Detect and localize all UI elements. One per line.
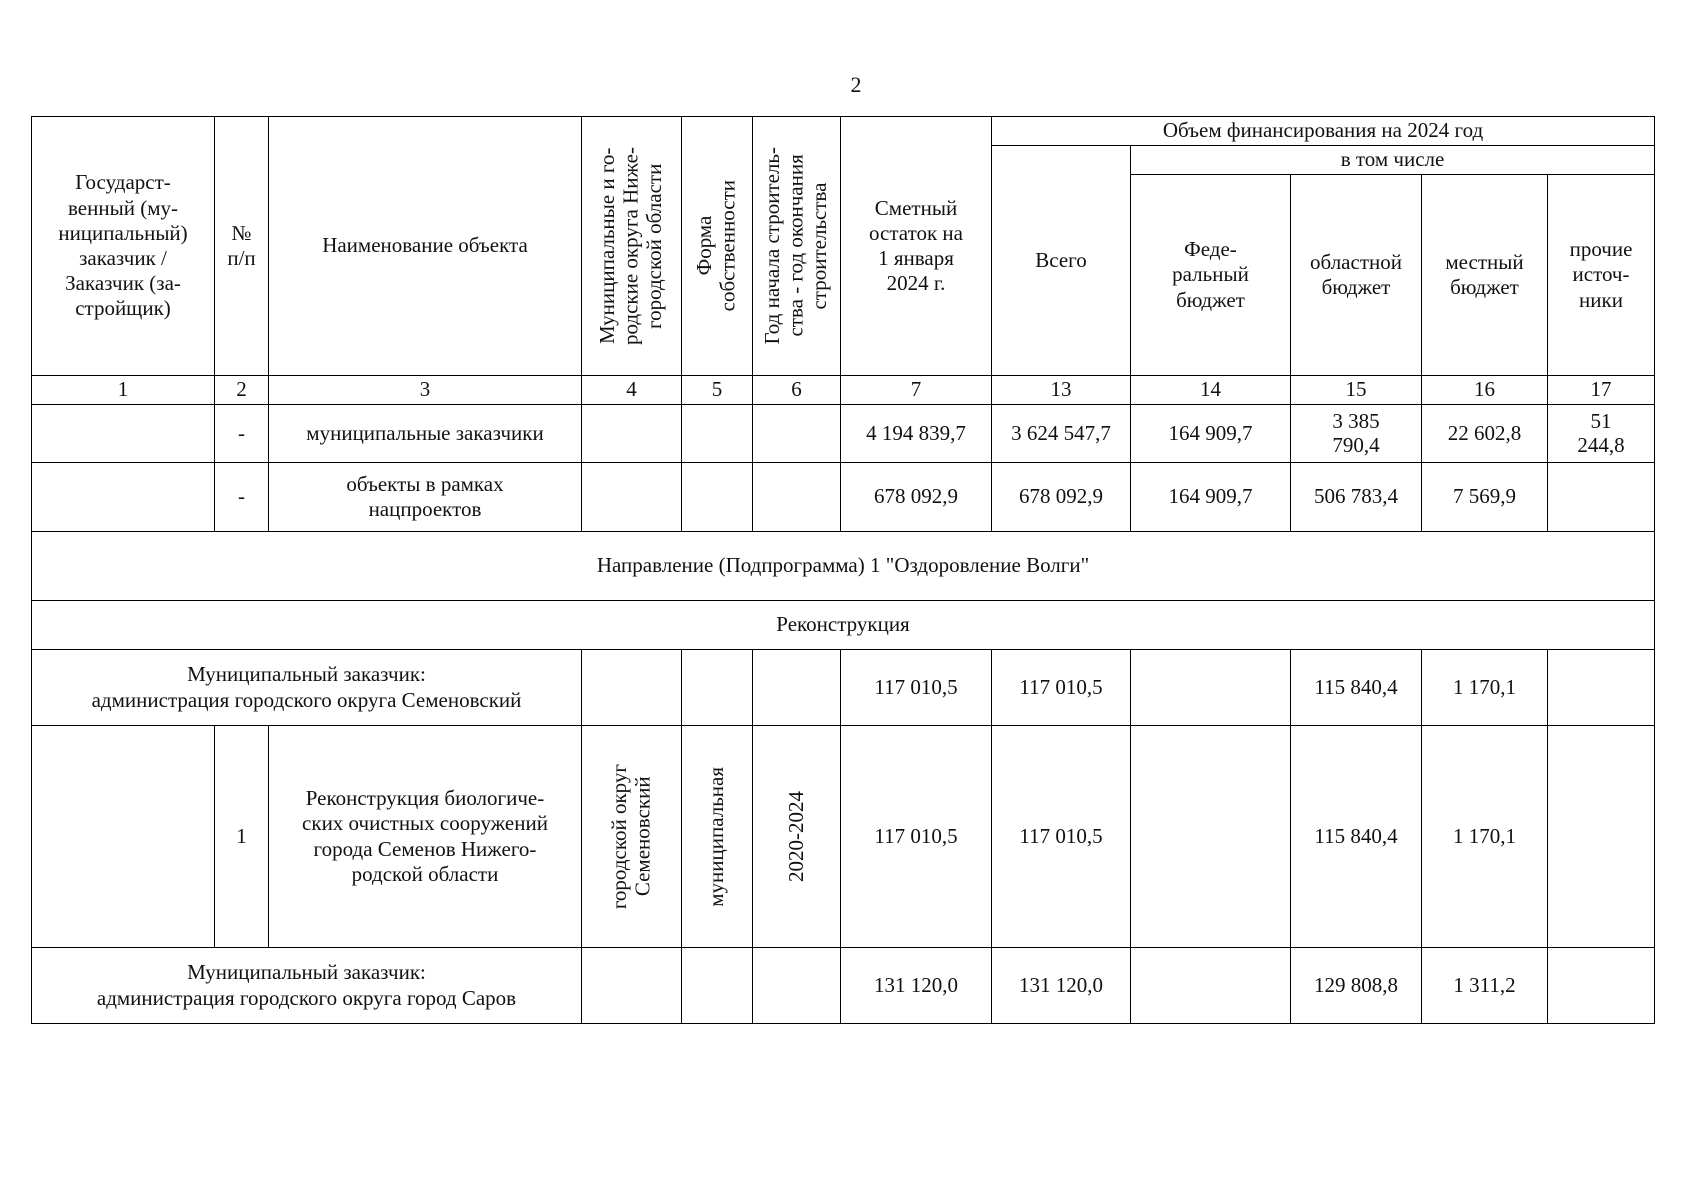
column-number: 16 [1422, 376, 1548, 405]
header-including: в том числе [1131, 146, 1655, 175]
header-estimate-balance: Сметный остаток на 1 января 2024 г. [841, 117, 992, 376]
header-municipality: Муниципальные и го- родские округа Ниже- городской области [595, 147, 667, 345]
years-cell [753, 650, 841, 726]
estimate-value: 117 010,5 [841, 650, 992, 726]
object-ownership: муниципальная [704, 766, 729, 907]
estimate-value: 117 010,5 [841, 726, 992, 948]
object-name: Реконструкция биологиче- ских очистных сооружений города Семенов Нижего- родской области [269, 726, 582, 948]
estimate-value: 131 120,0 [841, 948, 992, 1024]
header-years: Год начала строитель- ства - год окончания строительства [760, 147, 832, 345]
years-cell [753, 405, 841, 463]
total-value: 678 092,9 [992, 463, 1131, 532]
municipality-cell [582, 463, 682, 532]
column-number: 3 [269, 376, 582, 405]
column-number: 14 [1131, 376, 1291, 405]
other-value [1548, 650, 1655, 726]
other-value: 51 244,8 [1548, 405, 1655, 463]
total-value: 117 010,5 [992, 726, 1131, 948]
customer-label: Муниципальный заказчик: администрация городского округа Семеновский [32, 650, 582, 726]
column-number: 17 [1548, 376, 1655, 405]
regional-value: 506 783,4 [1291, 463, 1422, 532]
ownership-cell [682, 650, 753, 726]
header-number: № п/п [215, 117, 269, 376]
header-years-cell [753, 117, 841, 376]
customer-cell [32, 463, 215, 532]
header-ownership-cell [682, 117, 753, 376]
header-row [32, 117, 1655, 146]
object-municipality: городской округ Семеновский [606, 763, 655, 910]
row-number: - [215, 405, 269, 463]
column-number: 2 [215, 376, 269, 405]
municipality-cell [582, 650, 682, 726]
financing-table [31, 116, 1655, 1024]
column-number: 15 [1291, 376, 1422, 405]
federal-value [1131, 726, 1291, 948]
header-object-name: Наименование объекта [269, 117, 582, 376]
regional-value: 115 840,4 [1291, 650, 1422, 726]
header-ownership: Форма собственности [692, 180, 740, 312]
column-number: 6 [753, 376, 841, 405]
regional-value: 129 808,8 [1291, 948, 1422, 1024]
row-number: 1 [215, 726, 269, 948]
federal-value: 164 909,7 [1131, 405, 1291, 463]
object-name: муниципальные заказчики [269, 405, 582, 463]
estimate-value: 678 092,9 [841, 463, 992, 532]
object-name: объекты в рамках нацпроектов [269, 463, 582, 532]
federal-value: 164 909,7 [1131, 463, 1291, 532]
column-number: 13 [992, 376, 1131, 405]
local-value: 1 311,2 [1422, 948, 1548, 1024]
header-total: Всего [992, 146, 1131, 376]
header-regional: областной бюджет [1291, 175, 1422, 376]
other-value [1548, 463, 1655, 532]
header-funding-group: Объем финансирования на 2024 год [992, 117, 1655, 146]
ownership-cell [682, 948, 753, 1024]
regional-value: 115 840,4 [1291, 726, 1422, 948]
ownership-cell [682, 463, 753, 532]
total-value: 131 120,0 [992, 948, 1131, 1024]
years-cell [753, 726, 841, 948]
column-number: 4 [582, 376, 682, 405]
years-cell [753, 463, 841, 532]
municipality-cell [582, 948, 682, 1024]
municipality-cell [582, 726, 682, 948]
local-value: 22 602,8 [1422, 405, 1548, 463]
column-number: 5 [682, 376, 753, 405]
page-number: 2 [850, 72, 862, 97]
column-number-row [32, 376, 1655, 405]
object-years: 2020-2024 [783, 791, 808, 882]
table-row-national-projects [32, 463, 1655, 532]
total-value: 3 624 547,7 [992, 405, 1131, 463]
section-row [32, 601, 1655, 650]
table-row-municipal-customers [32, 405, 1655, 463]
local-value: 1 170,1 [1422, 726, 1548, 948]
federal-value [1131, 948, 1291, 1024]
table-row-sarov-customer [32, 948, 1655, 1024]
local-value: 7 569,9 [1422, 463, 1548, 532]
customer-cell [32, 726, 215, 948]
ownership-cell [682, 405, 753, 463]
estimate-value: 4 194 839,7 [841, 405, 992, 463]
local-value: 1 170,1 [1422, 650, 1548, 726]
column-number: 1 [32, 376, 215, 405]
customer-label: Муниципальный заказчик: администрация городского округа город Саров [32, 948, 582, 1024]
header-customer: Государст- венный (му- ниципальный) заказчик / Заказчик (за- стройщик) [32, 117, 215, 376]
customer-cell [32, 405, 215, 463]
table-row-object-1 [32, 726, 1655, 948]
total-value: 117 010,5 [992, 650, 1131, 726]
other-value [1548, 726, 1655, 948]
header-local: местный бюджет [1422, 175, 1548, 376]
table-row-semenov-customer [32, 650, 1655, 726]
federal-value [1131, 650, 1291, 726]
subprogram-row [32, 532, 1655, 601]
header-federal: Феде- ральный бюджет [1131, 175, 1291, 376]
column-number: 7 [841, 376, 992, 405]
row-number: - [215, 463, 269, 532]
subprogram-title: Направление (Подпрограмма) 1 "Оздоровление Волги" [32, 532, 1655, 601]
years-cell [753, 948, 841, 1024]
ownership-cell [682, 726, 753, 948]
header-municipality-cell [582, 117, 682, 376]
header-other: прочие источ- ники [1548, 175, 1655, 376]
regional-value: 3 385 790,4 [1291, 405, 1422, 463]
other-value [1548, 948, 1655, 1024]
municipality-cell [582, 405, 682, 463]
section-title: Реконструкция [32, 601, 1655, 650]
